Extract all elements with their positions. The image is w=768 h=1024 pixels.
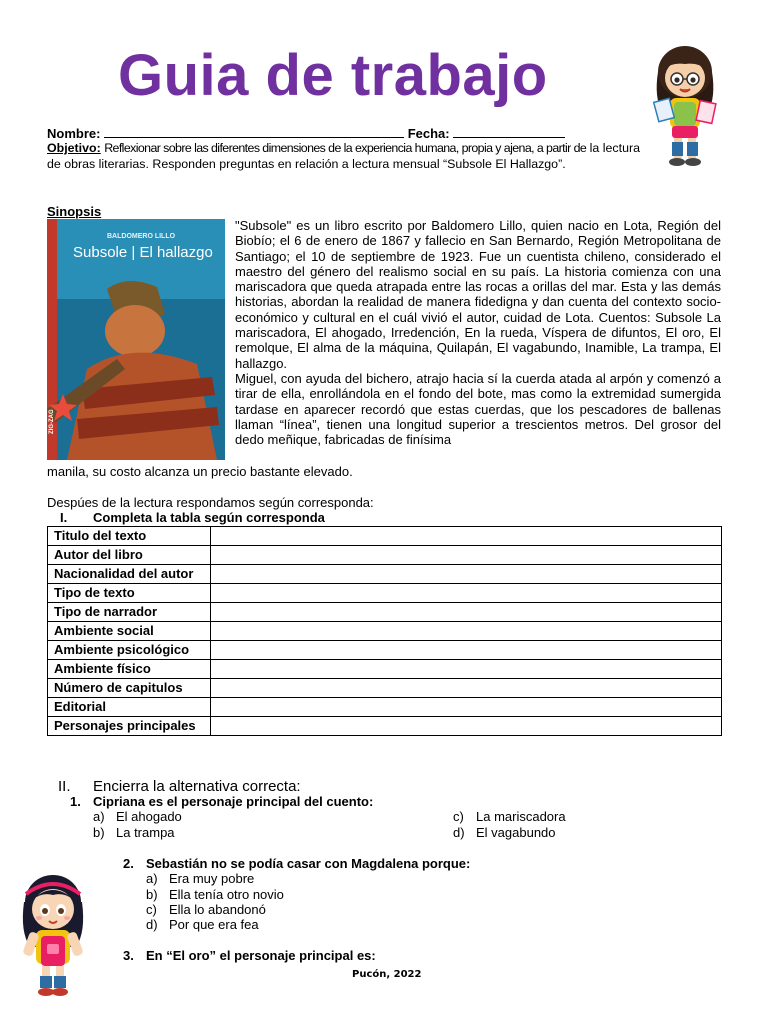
section-2-heading [58, 778, 301, 795]
sinopsis-heading: Sinopsis [47, 204, 102, 219]
row-label: Número de capitulos [48, 679, 211, 698]
option-text: La mariscadora [476, 809, 566, 824]
question-1-number: 1. [70, 794, 81, 809]
row-label: Personajes principales [48, 717, 211, 736]
option-letter: d) [453, 825, 465, 840]
table-row [48, 546, 722, 565]
page-title: Guia de trabajo [118, 43, 548, 108]
answer-cell[interactable] [211, 717, 722, 736]
girl-with-books-illustration [648, 42, 722, 170]
section-1-title: Completa la tabla según corresponda [93, 510, 325, 525]
book-title-text: Subsole | El hallazgo [73, 244, 213, 261]
question-3-number: 3. [123, 948, 134, 963]
row-label [48, 565, 211, 584]
objetivo-text-first-line: Reflexionar sobre las diferentes dimensiones de la experiencia humana, propia y ajena, a partir de [104, 141, 587, 155]
option-letter: b) [146, 887, 158, 902]
q1-option-c[interactable] [453, 809, 566, 824]
objetivo-label: Objetivo: [47, 141, 101, 155]
question-1-text: Cipriana es el personaje principal del cuento: [93, 794, 374, 809]
row-label: Tipo de texto [48, 584, 211, 603]
row-label: Titulo del texto [48, 527, 211, 546]
completion-table [47, 526, 722, 736]
table-row [48, 679, 722, 698]
section-2-title: Encierra la alternativa correcta: [93, 778, 301, 795]
answer-cell[interactable] [211, 603, 722, 622]
table-row [48, 641, 722, 660]
q2-option-c[interactable] [146, 902, 266, 917]
option-letter: c) [453, 809, 464, 824]
option-text: El vagabundo [476, 825, 556, 840]
table-row [48, 527, 722, 546]
book-spine-text: ZIG-ZAG [49, 409, 55, 434]
q2-option-b[interactable] [146, 887, 284, 902]
section-1-heading [60, 510, 325, 525]
table-row [48, 698, 722, 717]
option-letter: b) [93, 825, 105, 840]
after-reading-instruction: Despúes de la lectura respondamos según corresponda: [47, 495, 374, 510]
option-text: Era muy pobre [169, 871, 255, 886]
option-letter: c) [146, 902, 157, 917]
q2-option-a[interactable] [146, 871, 254, 886]
name-date-line [47, 126, 565, 141]
table-row [48, 622, 722, 641]
q2-option-d[interactable] [146, 917, 259, 932]
question-2-number: 2. [123, 856, 134, 871]
row-label: Tipo de narrador [48, 603, 211, 622]
option-text: Ella tenía otro novio [169, 887, 284, 902]
section-1-number: I. [60, 510, 68, 525]
answer-cell[interactable] [211, 679, 722, 698]
table-row [48, 584, 722, 603]
table-row [48, 603, 722, 622]
option-letter: d) [146, 917, 158, 932]
question-2 [123, 856, 470, 871]
answer-cell[interactable] [211, 565, 722, 584]
footer-location-year: Pucón, 2022 [352, 969, 422, 980]
girl-with-apron-illustration [18, 872, 88, 998]
option-text: Por que era fea [169, 917, 259, 932]
row-label: Ambiente psicológico [48, 641, 211, 660]
answer-cell[interactable] [211, 660, 722, 679]
synopsis-text [235, 218, 721, 447]
section-2-number: II. [58, 778, 71, 795]
fecha-label: Fecha: [407, 126, 450, 141]
synopsis-paragraph-2-tail: manila, su costo alcanza un precio bastante elevado. [47, 464, 353, 479]
book-cover-image [47, 219, 225, 460]
option-letter: a) [146, 871, 158, 886]
fecha-field[interactable] [453, 127, 565, 138]
answer-cell[interactable] [211, 641, 722, 660]
objective-paragraph [47, 141, 640, 172]
table-row [48, 660, 722, 679]
nombre-label: Nombre: [47, 126, 101, 141]
answer-cell[interactable] [211, 622, 722, 641]
row-label: Autor del libro [48, 546, 211, 565]
row-label-text: Nacionalidad del autor [54, 566, 194, 581]
q1-option-b[interactable] [93, 825, 175, 840]
nombre-field[interactable] [104, 127, 404, 138]
answer-cell[interactable] [211, 698, 722, 717]
answer-cell[interactable] [211, 584, 722, 603]
answer-cell[interactable] [211, 527, 722, 546]
row-label: Editorial [48, 698, 211, 717]
book-author-text: BALDOMERO LILLO [107, 233, 176, 240]
synopsis-paragraph-2: Miguel, con ayuda del bichero, atrajo hacia sí la cuerda atada al arpón y comenzó a tirar de ella, enrollándola en el fondo del bote, mas como la extremidad sumergida tardase en aparecer recordó que estas cuerdas, que los pescadores de ballenas llaman “línea”, tienen una longitud superior a trescientos metros. Del grosor del dedo meñique, fabricadas de finísima [235, 370, 721, 448]
question-1 [70, 794, 373, 809]
question-3-text: En “El oro” el personaje principal es: [146, 948, 376, 963]
option-text: La trampa [116, 825, 175, 840]
option-text: Ella lo abandonó [169, 902, 266, 917]
q1-option-a[interactable] [93, 809, 182, 824]
q1-option-d[interactable] [453, 825, 556, 840]
synopsis-paragraph-1: "Subsole" es un libro escrito por Baldomero Lillo, quien nacio en Lota, Región del Biobío; el 6 de enero de 1867 y fallecio en San Bernardo, Región Metropolitana de Santiago; el 10 de septiembre de 1923. Fue un cuentista chileno, considerado el maestro del género del realismo social en su país. La historia comienza con una mariscadora que queda atrapada entre las rocas a orillas del mar. Esta y las demás historias, abordan la realidad de manera fidedigna y dan cuenta del contexto socio-económico y cultural en el cuál vivió el autor, cuidad de Lota. Cuentos: Subsole La mariscadora, El ahogado, Irredención, En la rueda, Víspera de difuntos, El oro, El remolque, El alma de la máquina, Quilapán, El vagabundo, Inamible, La trampa, El hallazgo. [235, 218, 721, 371]
table-row [48, 717, 722, 736]
question-2-text: Sebastián no se podía casar con Magdalena porque: [146, 856, 471, 871]
table-row [48, 565, 722, 584]
question-3 [123, 948, 376, 963]
answer-cell[interactable] [211, 546, 722, 565]
row-label: Ambiente físico [48, 660, 211, 679]
option-text: El ahogado [116, 809, 182, 824]
objetivo-text-rest: la lectura de obras literarias. Responden preguntas en relación a lectura mensual “Subsole El Hallazgo”. [47, 141, 640, 171]
option-letter: a) [93, 809, 105, 824]
row-label: Ambiente social [48, 622, 211, 641]
